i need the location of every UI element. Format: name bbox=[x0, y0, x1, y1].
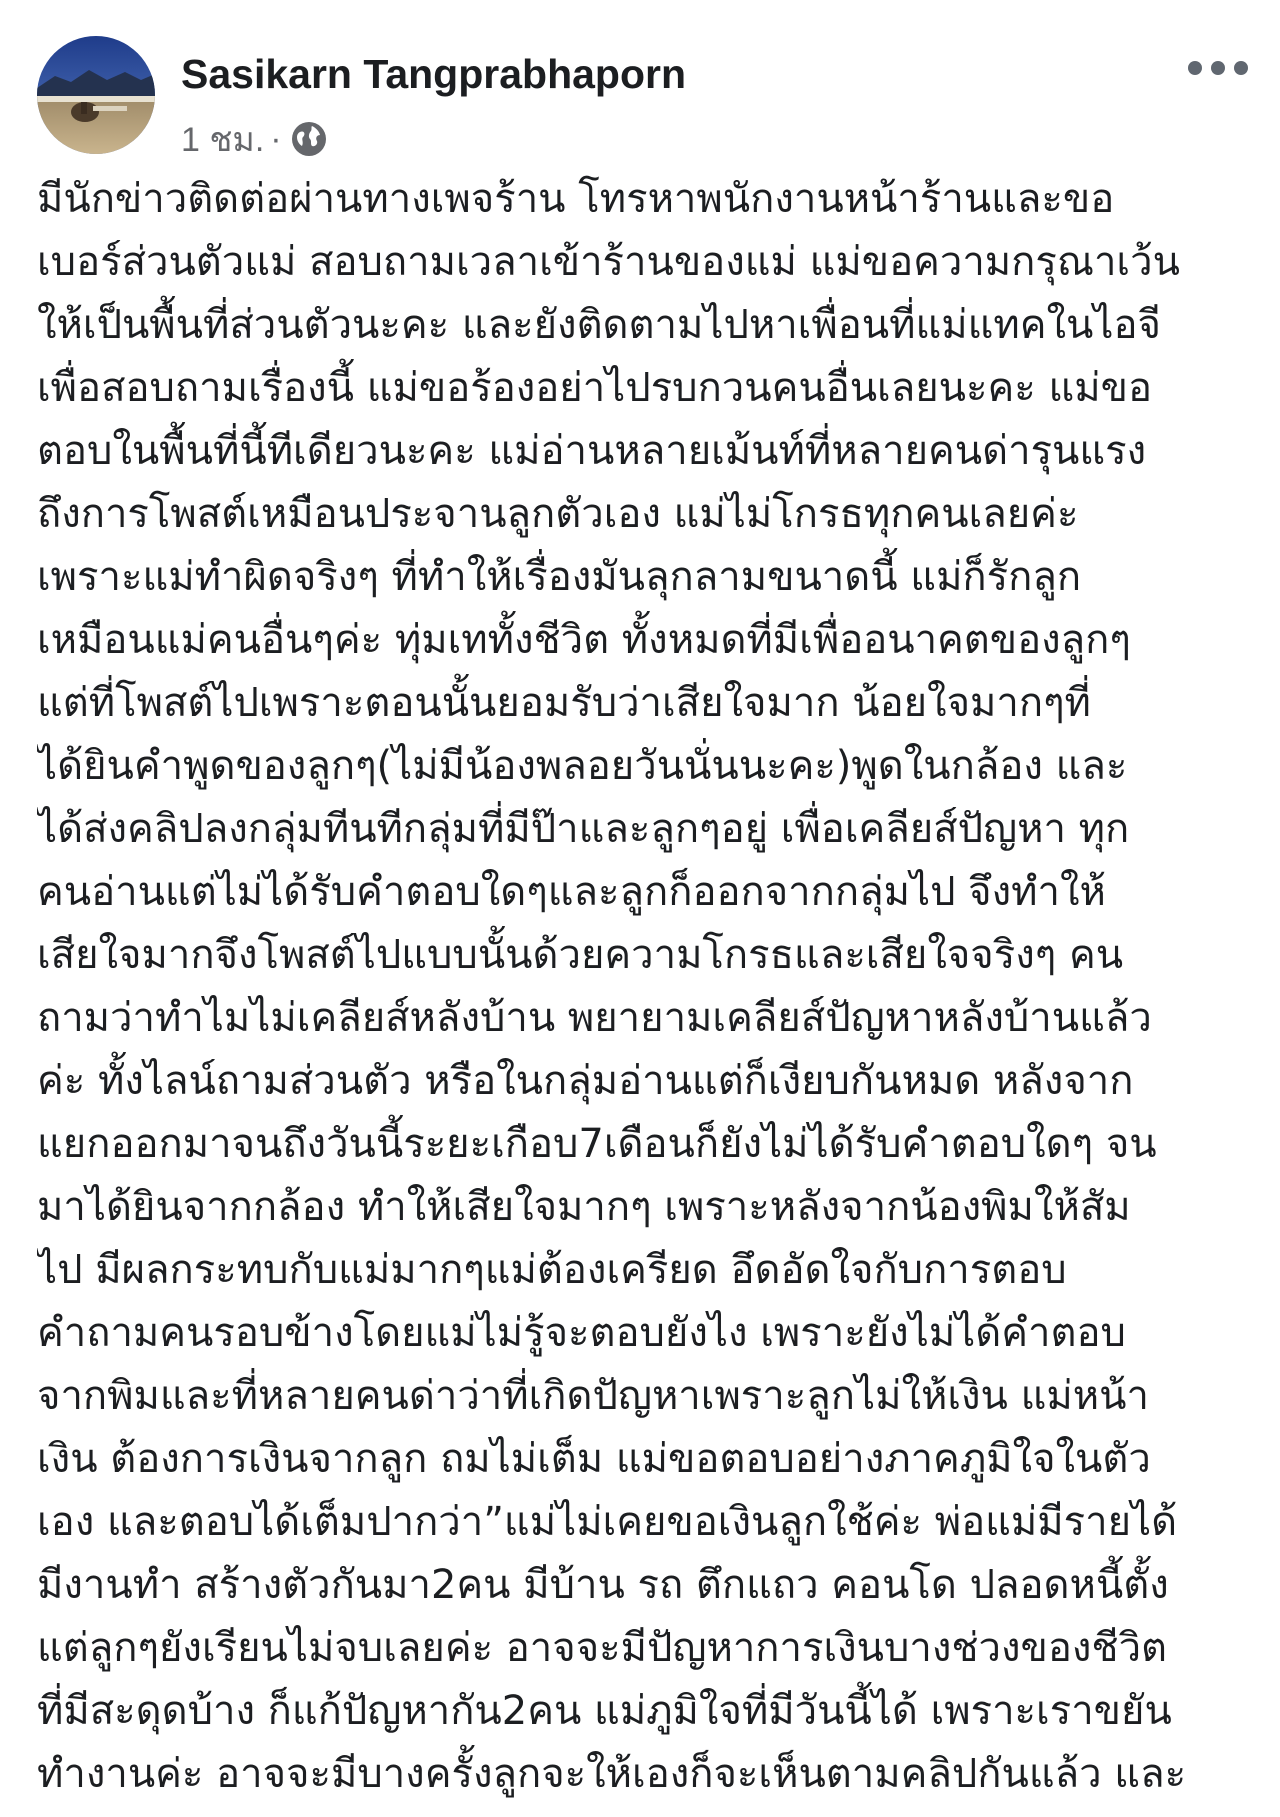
post-text-line: มีนักข่าวติดต่อผ่านทางเพจร้าน โทรหาพนักงานหน้าร้านและขอ bbox=[37, 176, 1115, 222]
post-text-line: แยกออกมาจนถึงวันนี้ระยะเกือบ7เดือนก็ยังไม่ได้รับคำตอบใดๆ จน bbox=[37, 1121, 1157, 1167]
avatar-photo bbox=[37, 36, 155, 154]
globe-icon-graphic bbox=[290, 120, 328, 158]
author-name[interactable]: Sasikarn Tangprabhaporn bbox=[181, 51, 687, 97]
post-time[interactable]: 1 ชม. bbox=[181, 121, 265, 159]
post-text-line: คนอ่านแต่ไม่ได้รับคำตอบใดๆและลูกก็ออกจากกลุ่มไป จึงทำให้ bbox=[37, 869, 1106, 915]
meta-separator: · bbox=[270, 119, 282, 158]
post-text-line: คำถามคนรอบข้างโดยแม่ไม่รู้จะตอบยังไง เพราะยังไม่ได้คำตอบ bbox=[37, 1310, 1126, 1356]
post-text-line: ได้ยินคำพูดของลูกๆ(ไม่มีน้องพลอยวันนั่นนะคะ)พูดในกล้อง และ bbox=[37, 743, 1128, 789]
post-text-line: ถามว่าทำไมไม่เคลียส์หลังบ้าน พยายามเคลียส์ปัญหาหลังบ้านแล้ว bbox=[37, 995, 1152, 1041]
avatar[interactable] bbox=[37, 36, 155, 154]
post-text-line: เพื่อสอบถามเรื่องนี้ แม่ขอร้องอย่าไปรบกวนคนอื่นเลยนะคะ แม่ขอ bbox=[37, 365, 1152, 411]
post-text-line: เพราะแม่ทำผิดจริงๆ ที่ทำให้เรื่องมันลุกลามขนาดนี้ แม่ก็รักลูก bbox=[37, 554, 1082, 600]
post-text-line: ได้ส่งคลิปลงกลุ่มทีนทีกลุ่มที่มีป๊าและลูกๆอยู่ เพื่อเคลียส์ปัญหา ทุก bbox=[37, 806, 1130, 852]
more-dot bbox=[1234, 61, 1248, 75]
post-text-line: แต่ลูกๆยังเรียนไม่จบเลยค่ะ อาจจะมีปัญหาการเงินบางช่วงของชีวิต bbox=[37, 1625, 1167, 1671]
globe-icon[interactable] bbox=[290, 120, 328, 158]
post-text-line: เสียใจมากจึงโพสต์ไปแบบนั้นด้วยความโกรธและเสียใจจริงๆ คน bbox=[37, 932, 1124, 978]
post-text-line: แต่ที่โพสต์ไปเพราะตอนนั้นยอมรับว่าเสียใจมาก น้อยใจมากๆที่ bbox=[37, 680, 1091, 726]
post-text-line: ที่มีสะดุดบ้าง ก็แก้ปัญหากัน2คน แม่ภูมิใจที่มีวันนี้ได้ เพราะเราขยัน bbox=[37, 1688, 1172, 1734]
more-dot bbox=[1211, 61, 1225, 75]
post-text-line: เบอร์ส่วนตัวแม่ สอบถามเวลาเข้าร้านของแม่ แม่ขอความกรุณาเว้น bbox=[37, 239, 1180, 285]
post-text-line: เงิน ต้องการเงินจากลูก ถมไม่เต็ม แม่ขอตอบอย่างภาคภูมิใจในตัว bbox=[37, 1436, 1151, 1482]
post-text-line: ทำงานค่ะ อาจจะมีบางครั้งลูกจะให้เองก็จะเห็นตามคลิปกันแล้ว และ bbox=[37, 1751, 1187, 1797]
more-options-icon[interactable] bbox=[1188, 50, 1248, 86]
post-text bbox=[37, 168, 1252, 1806]
post-text-line: ถึงการโพสต์เหมือนประจานลูกตัวเอง แม่ไม่โกรธทุกคนเลยค่ะ bbox=[37, 491, 1079, 537]
post-text-line: เหมือนแม่คนอื่นๆค่ะ ทุ่มเททั้งชีวิต ทั้งหมดที่มีเพื่ออนาคตของลูกๆ bbox=[37, 617, 1131, 663]
post-text-line: เอง และตอบได้เต็มปากว่า”แม่ไม่เคยขอเงินลูกใช้ค่ะ พ่อแม่มีรายได้ bbox=[37, 1499, 1178, 1545]
post-text-line: จากพิมและที่หลายคนด่าว่าที่เกิดปัญหาเพราะลูกไม่ให้เงิน แม่หน้า bbox=[37, 1373, 1149, 1419]
post-text-line: ไป มีผลกระทบกับแม่มากๆแม่ต้องเครียด อึดอัดใจกับการตอบ bbox=[37, 1247, 1067, 1293]
post-text-line: มาได้ยินจากกล้อง ทำให้เสียใจมากๆ เพราะหลังจากน้องพิมให้สัม bbox=[37, 1184, 1131, 1230]
post-text-line: ค่ะ ทั้งไลน์ถามส่วนตัว หรือในกลุ่มอ่านแต่ก็เงียบกันหมด หลังจาก bbox=[37, 1058, 1134, 1104]
post-text-line: ให้เป็นพื้นที่ส่วนตัวนะคะ และยังติดตามไปหาเพื่อนที่แม่แทคในไอจี bbox=[37, 302, 1161, 348]
post-text-line: มีงานทำ สร้างตัวกันมา2คน มีบ้าน รถ ตึกแถว คอนโด ปลอดหนี้ตั้ง bbox=[37, 1562, 1169, 1608]
post-meta bbox=[181, 114, 328, 164]
post-text-line: ตอบในพื้นที่นี้ทีเดียวนะคะ แม่อ่านหลายเม้นท์ที่หลายคนด่ารุนแรง bbox=[37, 428, 1147, 474]
more-dot bbox=[1188, 61, 1202, 75]
